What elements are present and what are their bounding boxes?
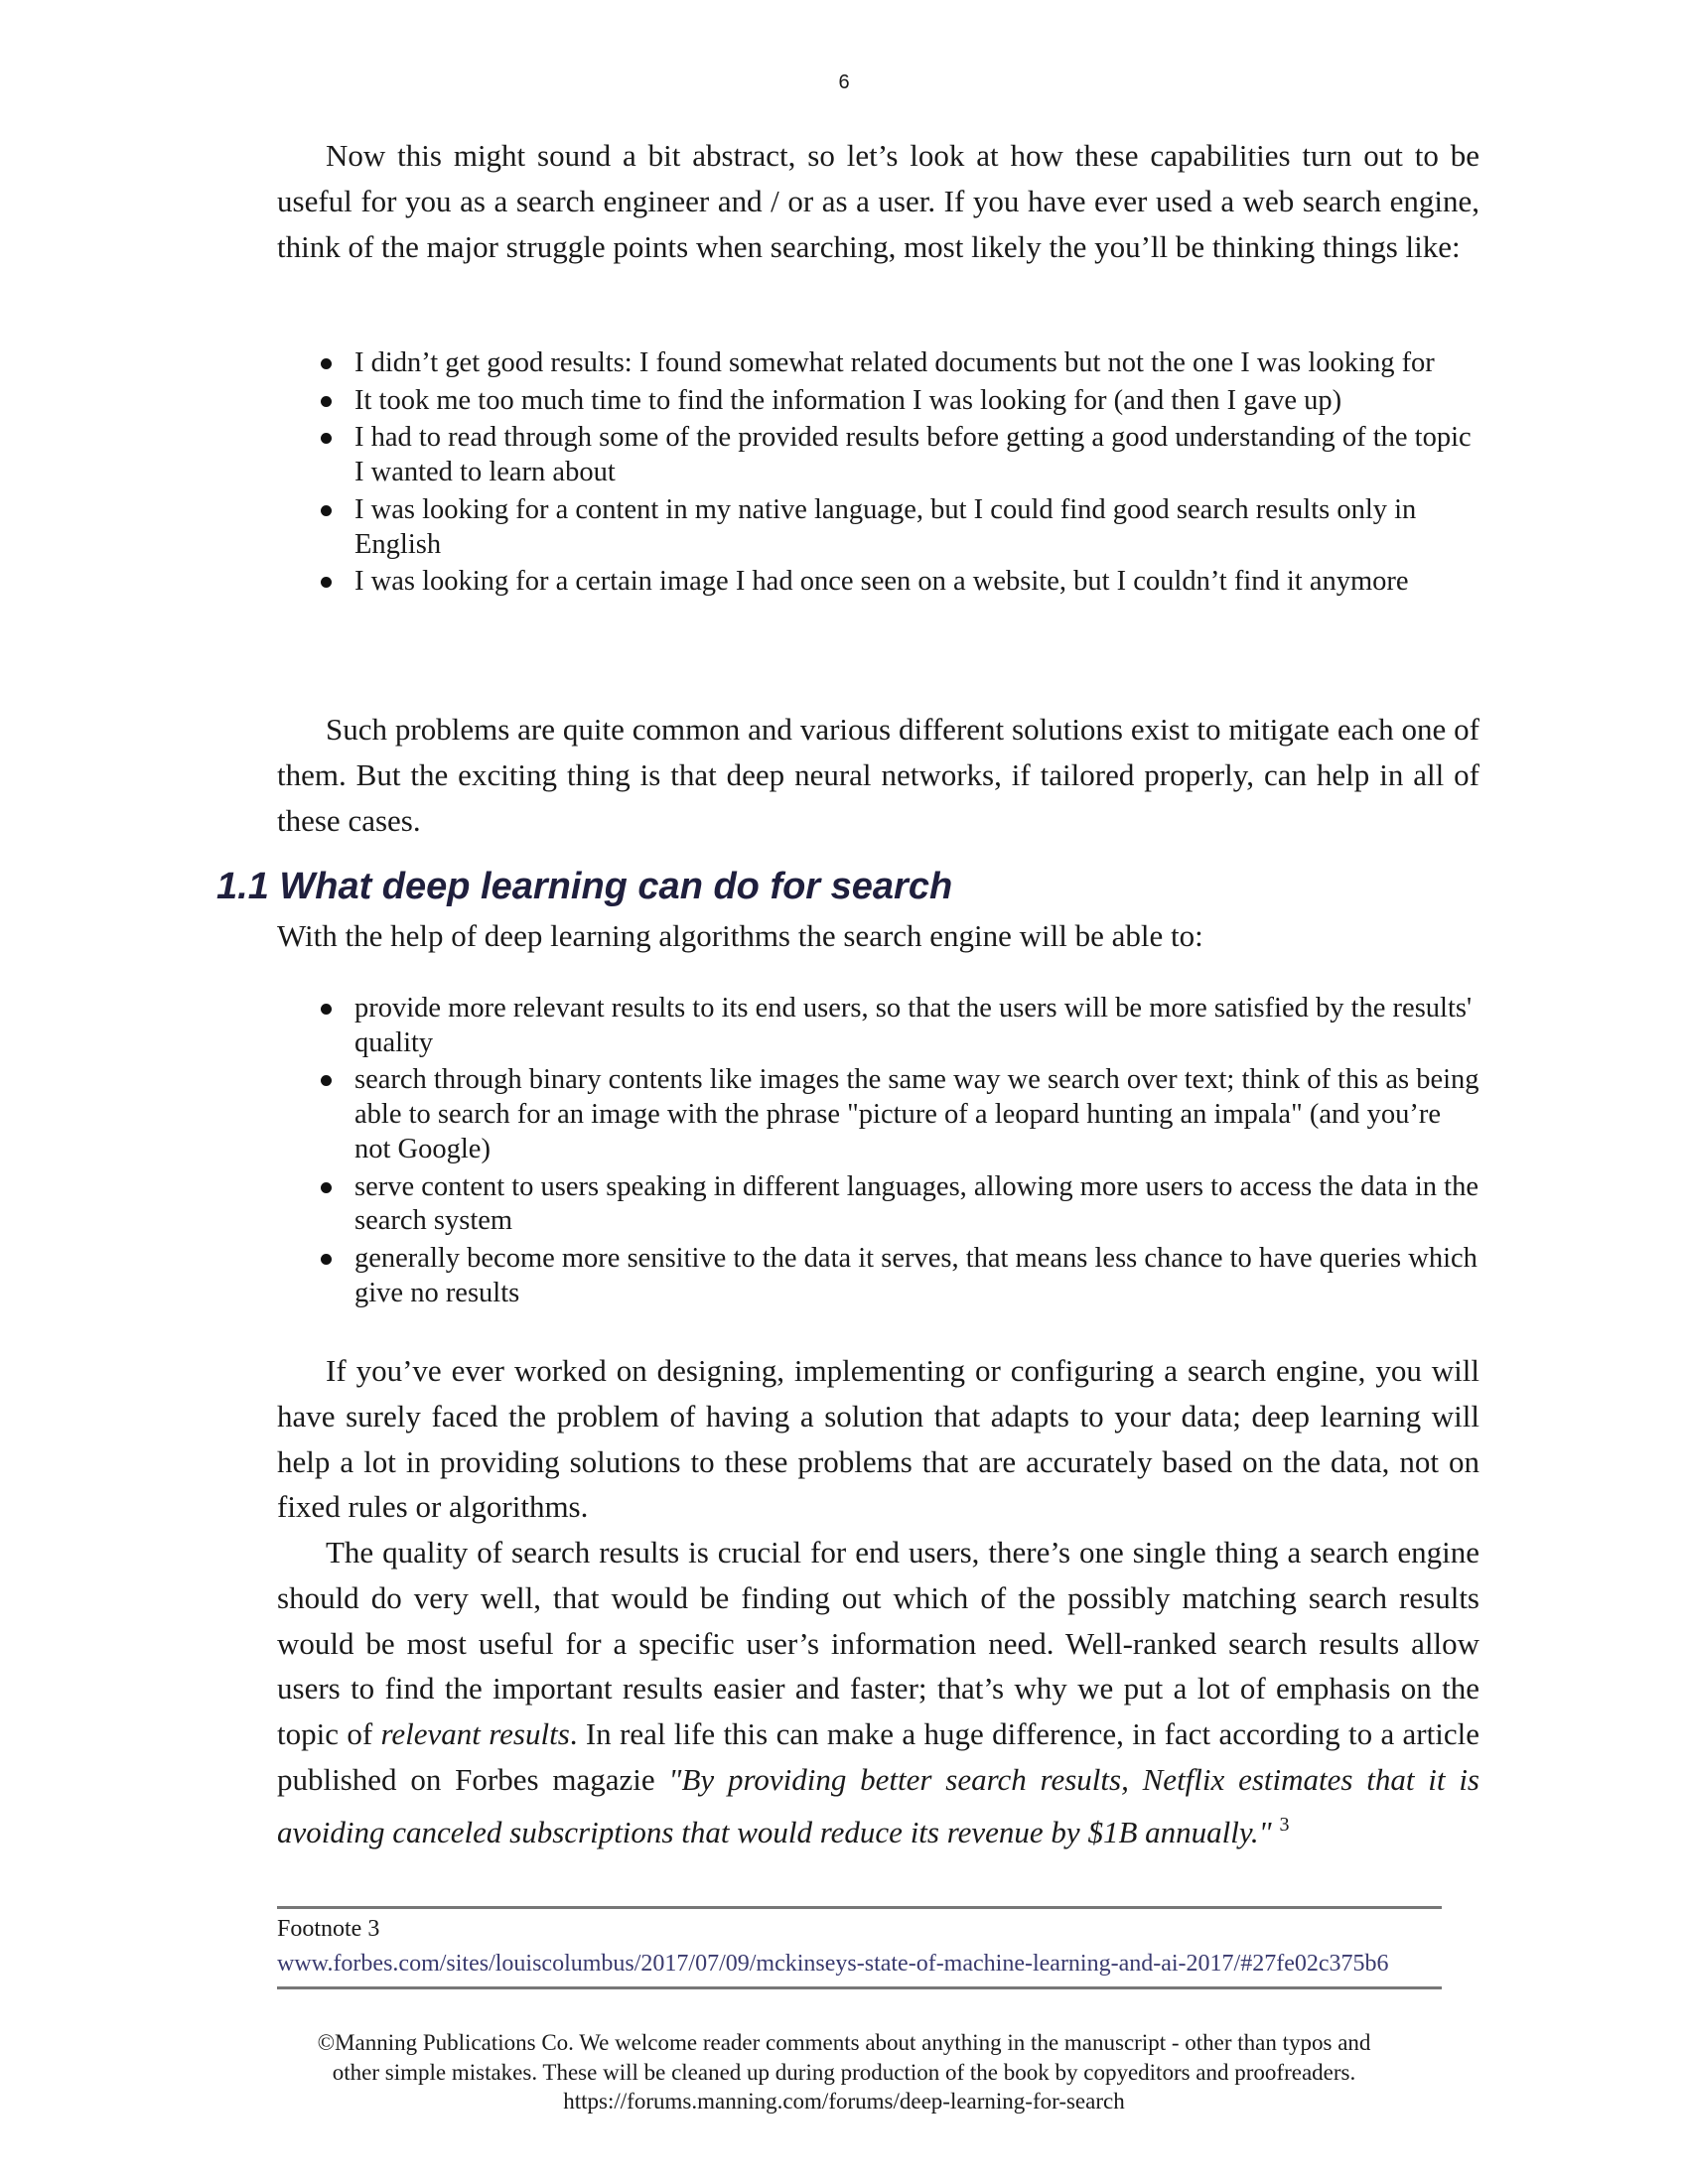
bullet-icon bbox=[321, 1004, 332, 1015]
footnote-divider bbox=[277, 1906, 1442, 1909]
list-item bbox=[277, 1242, 1479, 1310]
list-item bbox=[277, 493, 1479, 562]
paragraph-capabilities-intro: With the help of deep learning algorithms the search engine will be able to: bbox=[277, 918, 1203, 953]
list-item bbox=[277, 421, 1479, 489]
capabilities-list bbox=[277, 992, 1479, 1313]
copyright-notice bbox=[0, 2028, 1688, 2116]
list-item-text: I didn’t get good results: I found somewhat related documents but not the one I was looking for bbox=[354, 347, 1435, 378]
footnote-reference[interactable]: 3 bbox=[1279, 1813, 1290, 1836]
list-item-text: I was looking for a content in my native language, but I could find good search results only in English bbox=[354, 493, 1417, 560]
bullet-icon bbox=[321, 1075, 332, 1086]
paragraph-problems: Such problems are quite common and various different solutions exist to mitigate each one of them. But the exciting thing is that deep neural networks, if tailored properly, can help in all of these cases. bbox=[277, 712, 1479, 838]
list-item bbox=[277, 346, 1479, 381]
bullet-icon bbox=[321, 396, 332, 407]
struggles-list bbox=[277, 346, 1479, 603]
bullet-icon bbox=[321, 1182, 332, 1193]
paragraph-text: . In real life this can make a huge difference, in fact according to a article published on Forbes magazie bbox=[277, 1716, 1479, 1797]
list-item bbox=[277, 992, 1479, 1060]
list-item-text: provide more relevant results to its end users, so that the users will be more satisfied by the results' quality bbox=[354, 993, 1473, 1058]
list-item-text: I was looking for a certain image I had once seen on a website, but I couldn’t find it anymore bbox=[354, 566, 1409, 598]
forum-link[interactable]: https://forums.manning.com/forums/deep-learning-for-search bbox=[563, 2089, 1125, 2114]
section-heading: 1.1 What deep learning can do for search bbox=[216, 866, 953, 907]
list-item-text: serve content to users speaking in different languages, allowing more users to access the data in the search system bbox=[354, 1170, 1478, 1237]
list-item bbox=[277, 384, 1479, 419]
list-item-text: I had to read through some of the provided results before getting a good understanding of the topic I wanted to learn about bbox=[354, 422, 1472, 488]
list-item bbox=[277, 1063, 1479, 1166]
copyright-line: ©Manning Publications Co. We welcome reader comments about anything in the manuscript - other than typos and bbox=[317, 2030, 1371, 2055]
footnote-label: Footnote 3 bbox=[277, 1916, 380, 1942]
copyright-line: other simple mistakes. These will be cleaned up during production of the book by copyeditors and proofreaders. bbox=[332, 2059, 1356, 2085]
emphasis-text: relevant results bbox=[380, 1716, 570, 1752]
footnote-divider-bottom bbox=[277, 1986, 1442, 1989]
paragraph-quality bbox=[277, 1530, 1479, 1855]
bullet-icon bbox=[321, 433, 332, 444]
paragraph-intro: Now this might sound a bit abstract, so let’s look at how these capabilities turn out to be useful for you as a search engineer and / or as a user. If you have ever used a web search engine, think of the major struggle points when searching, most likely the you’ll be thinking things like: bbox=[277, 138, 1479, 264]
forbes-quote: "By providing better search results, Netflix estimates that it is avoiding canceled subscriptions that would reduce its revenue by $1B annually." bbox=[277, 1761, 1479, 1849]
footnote-link[interactable]: www.forbes.com/sites/louiscolumbus/2017/07/09/mckinseys-state-of-machine-learning-and-ai-2017/#27fe02c375b6 bbox=[277, 1951, 1389, 1977]
bullet-icon bbox=[321, 1254, 332, 1265]
page-number: 6 bbox=[838, 71, 850, 93]
list-item-text: generally become more sensitive to the data it serves, that means less chance to have queries which give no results bbox=[354, 1242, 1477, 1308]
list-item bbox=[277, 565, 1479, 600]
list-item-text: It took me too much time to find the information I was looking for (and then I gave up) bbox=[354, 384, 1342, 416]
bullet-icon bbox=[321, 358, 332, 369]
list-item-text: search through binary contents like images the same way we search over text; think of this as being able to search for an image with the phrase "picture of a leopard hunting an impala" (and you’re not Google) bbox=[354, 1064, 1479, 1164]
list-item bbox=[277, 1170, 1479, 1239]
paragraph-text: The quality of search results is crucial for end users, there’s one single thing a search engine should do very well, that would be finding out which of the possibly matching search results would be most useful for a specific user’s information need. Well-ranked search results allow users to find the important results easier and faster; that’s why we put a lot of emphasis on the topic of bbox=[277, 1535, 1479, 1752]
bullet-icon bbox=[321, 505, 332, 516]
paragraph-adapt: If you’ve ever worked on designing, implementing or configuring a search engine, you will have surely faced the problem of having a solution that adapts to your data; deep learning will help a lot in providing solutions to these problems that are accurately based on the data, not on fixed rules or algorithms. bbox=[277, 1353, 1479, 1525]
bullet-icon bbox=[321, 577, 332, 588]
